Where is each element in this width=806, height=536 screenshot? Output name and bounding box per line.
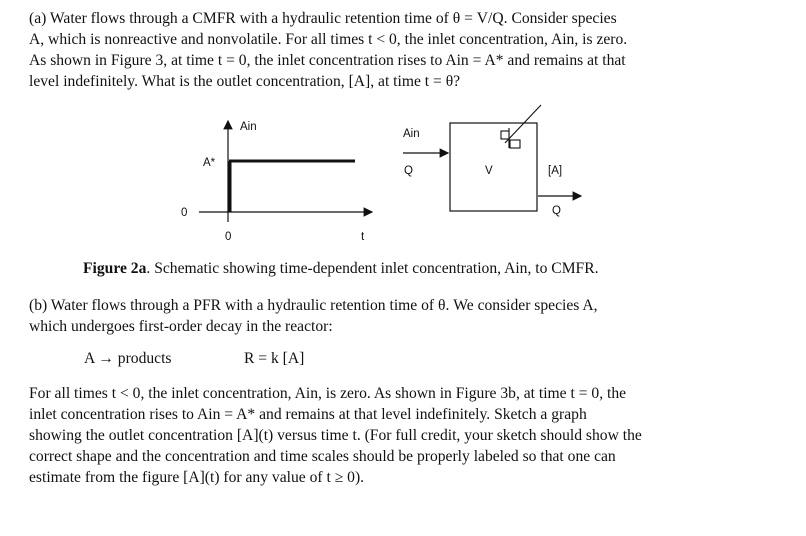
mixer-blade-right (510, 140, 520, 148)
figure-caption (83, 260, 599, 278)
rate-equation: R = k [A] (244, 350, 305, 367)
y-axis-label: Ain (240, 121, 257, 133)
outflow-label: Q (552, 205, 561, 217)
text-line: (a) Water flows through a CMFR with a hydraulic retention time of θ = V/Q. Consider species (29, 10, 617, 27)
inflow-label: Q (404, 165, 413, 177)
text-line: which undergoes first-order decay in the reactor: (29, 318, 333, 335)
y-zero-label: 0 (181, 207, 188, 219)
text-line: A, which is nonreactive and nonvolatile. For all times t < 0, the inlet concentration, Ain, is zero. (29, 31, 628, 48)
text-line: showing the outlet concentration [A](t) versus time t. (For full credit, your sketch should show the (29, 427, 642, 444)
text-line: As shown in Figure 3, at time t = 0, the inlet concentration rises to Ain = A* and remains at that (29, 52, 626, 69)
x-axis-label: t (361, 231, 365, 243)
mixer-blade-left (501, 131, 509, 139)
inlet-label: Ain (403, 128, 420, 140)
text-line: estimate from the figure [A](t) for any value of t ≥ 0). (29, 469, 365, 486)
part-b-question (29, 383, 789, 488)
text-line: inlet concentration rises to Ain = A* and remains at that level indefinitely. Sketch a graph (29, 406, 587, 423)
outlet-label: [A] (548, 165, 563, 177)
text-line: correct shape and the concentration and time scales should be properly labeled so that one can (29, 448, 616, 465)
reactor-box (450, 123, 537, 211)
cmfr-schematic (403, 105, 581, 217)
x-zero-label: 0 (225, 231, 232, 243)
text-line: For all times t < 0, the inlet concentration, Ain, is zero. As shown in Figure 3b, at time t = 0, the (29, 385, 627, 402)
part-b-paragraph (29, 295, 789, 337)
reaction-equation: A → products (84, 350, 172, 367)
text-line: (b) Water flows through a PFR with a hydraulic retention time of θ. We consider species A, (29, 297, 598, 314)
volume-label: V (485, 165, 493, 177)
level-label: A* (203, 157, 216, 169)
caption-label: Figure 2a (83, 260, 147, 277)
step-input-graph (181, 121, 372, 243)
part-a-paragraph (29, 8, 789, 92)
mixer-shaft (505, 105, 541, 143)
text-line: level indefinitely. What is the outlet concentration, [A], at time t = θ? (29, 73, 461, 90)
caption-text: . Schematic showing time-dependent inlet concentration, Ain, to CMFR. (146, 260, 599, 277)
